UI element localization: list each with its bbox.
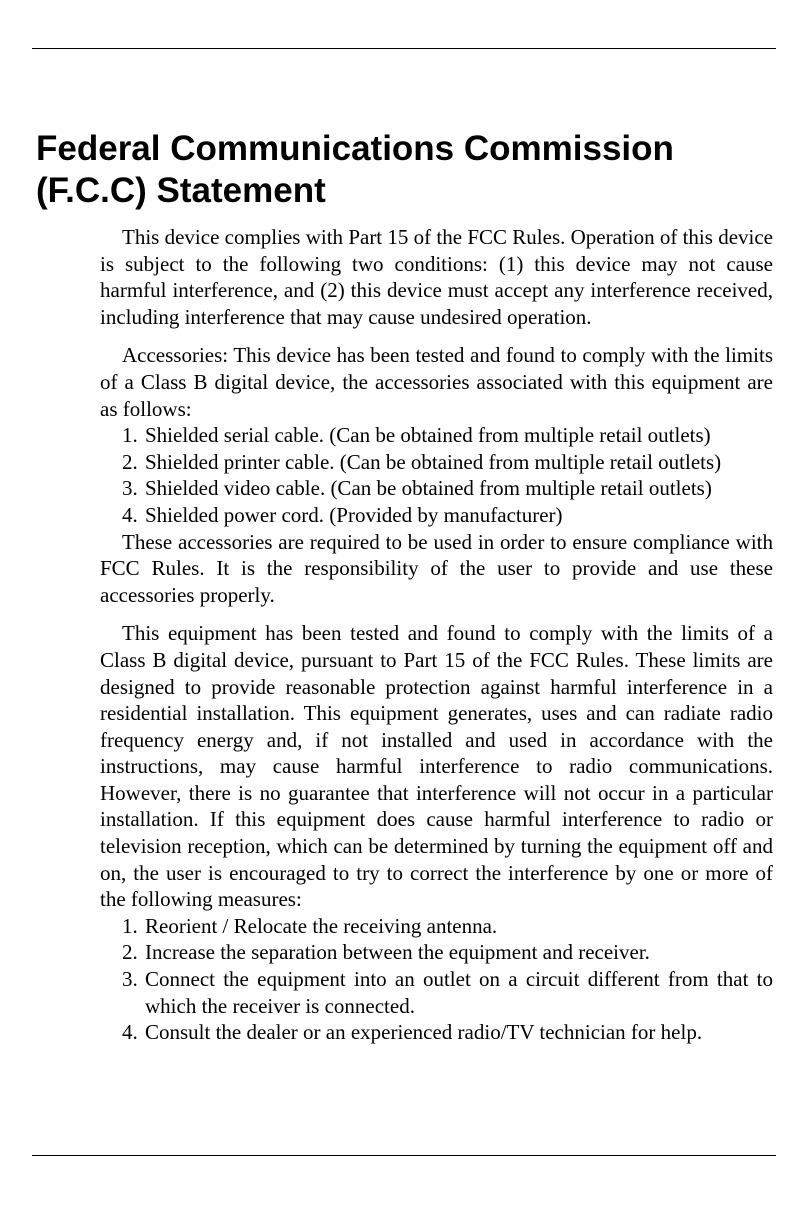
compliance-paragraph: This device complies with Part 15 of the FCC Rules. Operation of this device is subject to the following two conditions: (1) this device may not cause harmful interference, and (2) this device must accept any interference received, including interference that may cause undesired operation. (100, 225, 773, 329)
class-b-paragraph: This equipment has been tested and found to comply with the limits of a Class B digital device, pursuant to Part 15 of the FCC Rules. These limits are designed to provide reasonable protection against harmful interference in a residential installation. This equipment generates, uses and can radiate radio frequency energy and, if not installed and used in accordance with the instructions, may cause harmful interference to radio communications. However, there is no guarantee that interference will not occur in a particular installation. If this equipment does cause harmful interference to radio or television reception, which can be determined by turning the equipment off and on, the user is encouraged to try to correct the interference by one or more of the following measures: (100, 621, 773, 912)
measures-list (100, 913, 773, 1046)
list-text: Shielded power cord. (Provided by manufacturer) (145, 502, 563, 527)
list-text: Shielded serial cable. (Can be obtained from multiple retail outlets) (145, 423, 711, 448)
list-number: 4. (122, 1020, 138, 1045)
list-number: 4. (122, 502, 138, 527)
list-item (100, 475, 773, 502)
page-title: Federal Communications Commission (F.C.C) Statement (36, 129, 674, 210)
list-number: 3. (122, 967, 138, 992)
accessories-paragraph: Accessories: This device has been tested and found to comply with the limits of a Class B digital device, the accessories associated with this equipment are as follows: (100, 343, 773, 421)
statement-body (100, 224, 773, 1046)
list-text: Consult the dealer or an experienced radio/TV technician for help. (145, 1020, 703, 1045)
accessories-list (100, 422, 773, 528)
list-number: 2. (122, 940, 138, 965)
list-item (100, 422, 773, 449)
list-item (100, 913, 773, 940)
list-item (100, 502, 773, 529)
list-text: Connect the equipment into an outlet on a circuit different from that to which the receiver is connected. (145, 967, 773, 1018)
list-number: 2. (122, 449, 138, 474)
list-number: 1. (122, 913, 138, 938)
list-text: Shielded video cable. (Can be obtained from multiple retail outlets) (145, 476, 712, 501)
list-text: Shielded printer cable. (Can be obtained from multiple retail outlets) (145, 449, 722, 474)
list-number: 1. (122, 423, 138, 448)
list-item (100, 449, 773, 476)
list-item (100, 1019, 773, 1046)
accessories-note: These accessories are required to be used in order to ensure compliance with FCC Rules. It is the responsibility of the user to provide and use these accessories properly. (100, 529, 773, 607)
list-item (100, 939, 773, 966)
header-rule (32, 48, 776, 49)
list-item (100, 966, 773, 1019)
list-text: Reorient / Relocate the receiving antenna. (145, 913, 498, 938)
list-number: 3. (122, 476, 138, 501)
list-text: Increase the separation between the equipment and receiver. (145, 940, 650, 965)
footer-rule (32, 1155, 776, 1156)
